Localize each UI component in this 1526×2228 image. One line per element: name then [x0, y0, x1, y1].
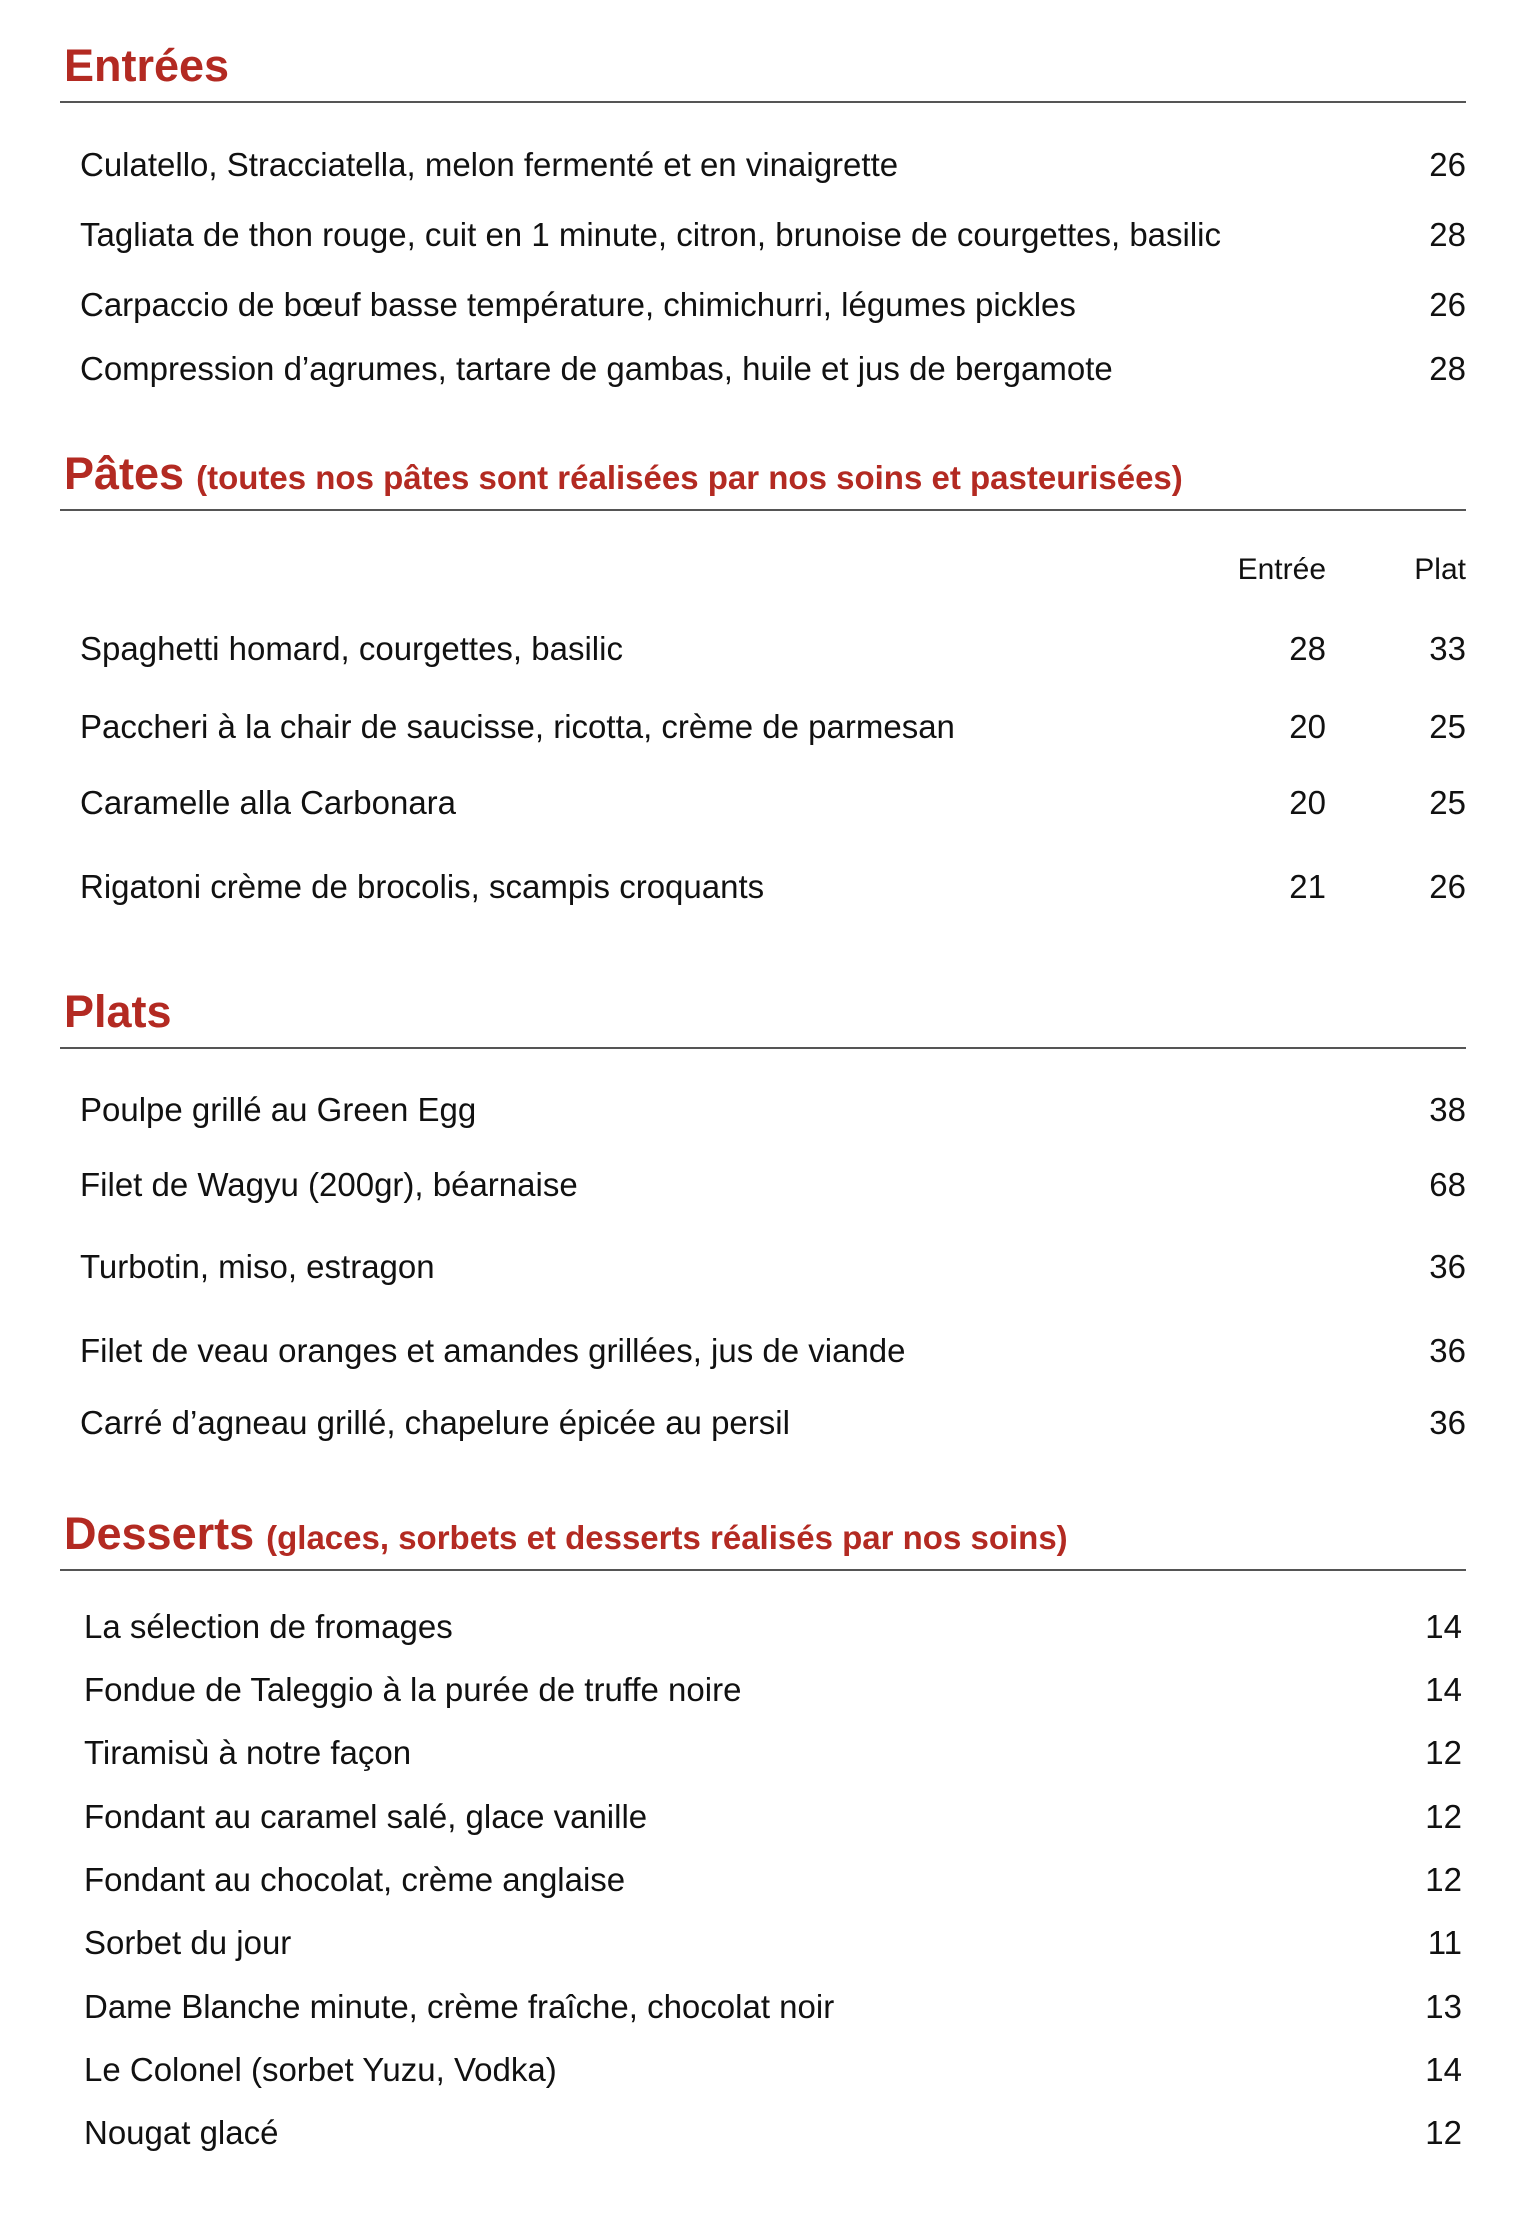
- item-name: Spaghetti homard, courgettes, basilic: [80, 630, 623, 667]
- divider: [60, 1569, 1466, 1571]
- pates-subtitle: (toutes nos pâtes sont réalisées par nos soins et pasteurisées): [196, 459, 1183, 496]
- item-name: Tiramisù à notre façon: [84, 1734, 412, 1771]
- desserts-subtitle: (glaces, sorbets et desserts réalisés par nos soins): [266, 1519, 1068, 1556]
- item-price: 12: [1425, 1734, 1462, 1771]
- item-name: Filet de veau oranges et amandes grillées, jus de viande: [80, 1332, 906, 1369]
- divider: [60, 1047, 1466, 1049]
- item-price-plat: 26: [1429, 868, 1466, 905]
- item-name: Nougat glacé: [84, 2114, 279, 2151]
- item-price: 28: [1429, 350, 1466, 387]
- item-price: 36: [1429, 1332, 1466, 1369]
- divider: [60, 101, 1466, 103]
- item-price-plat: 25: [1429, 708, 1466, 745]
- item-price-entree: 20: [1289, 708, 1326, 745]
- item-name: Caramelle alla Carbonara: [80, 784, 457, 821]
- item-price: 38: [1429, 1091, 1466, 1128]
- item-name: Paccheri à la chair de saucisse, ricotta, crème de parmesan: [80, 708, 955, 745]
- item-price: 14: [1425, 1671, 1462, 1708]
- item-price: 14: [1425, 2051, 1462, 2088]
- pates-title: Pâtes: [64, 448, 185, 499]
- item-price: 12: [1425, 1798, 1462, 1835]
- column-header-plat: Plat: [1414, 553, 1466, 586]
- item-price: 68: [1429, 1166, 1466, 1203]
- item-price: 14: [1425, 1608, 1462, 1645]
- section-title-desserts: [64, 1508, 1068, 1560]
- entrees-title: Entrées: [64, 40, 230, 91]
- item-name: Filet de Wagyu (200gr), béarnaise: [80, 1166, 578, 1203]
- item-name: Compression d’agrumes, tartare de gambas, huile et jus de bergamote: [80, 350, 1113, 387]
- item-name: Carpaccio de bœuf basse température, chimichurri, légumes pickles: [80, 286, 1076, 323]
- item-name: Sorbet du jour: [84, 1924, 292, 1961]
- item-name: Tagliata de thon rouge, cuit en 1 minute, citron, brunoise de courgettes, basilic: [80, 216, 1222, 253]
- item-price: 11: [1427, 1924, 1462, 1961]
- item-price: 26: [1429, 146, 1466, 183]
- item-name: Poulpe grillé au Green Egg: [80, 1091, 477, 1128]
- item-price: 26: [1429, 286, 1466, 323]
- item-name: Rigatoni crème de brocolis, scampis croquants: [80, 868, 765, 905]
- item-price: 13: [1425, 1988, 1462, 2025]
- item-price: 12: [1425, 1861, 1462, 1898]
- item-price: 36: [1429, 1248, 1466, 1285]
- item-price-plat: 33: [1429, 630, 1466, 667]
- item-name: La sélection de fromages: [84, 1608, 453, 1645]
- item-price: 36: [1429, 1404, 1466, 1441]
- item-name: Le Colonel (sorbet Yuzu, Vodka): [84, 2051, 557, 2088]
- item-name: Fondue de Taleggio à la purée de truffe noire: [84, 1671, 742, 1708]
- column-header-entree: Entrée: [1237, 553, 1326, 586]
- item-price-entree: 20: [1289, 784, 1326, 821]
- section-title-entrees: [64, 40, 229, 92]
- item-price: 28: [1429, 216, 1466, 253]
- item-name: Fondant au chocolat, crème anglaise: [84, 1861, 626, 1898]
- item-price-entree: 21: [1289, 868, 1326, 905]
- item-name: Culatello, Stracciatella, melon fermenté et en vinaigrette: [80, 146, 899, 183]
- divider: [60, 509, 1466, 511]
- item-price: 12: [1425, 2114, 1462, 2151]
- desserts-title: Desserts: [64, 1508, 255, 1559]
- item-name: Fondant au caramel salé, glace vanille: [84, 1798, 648, 1835]
- item-price-plat: 25: [1429, 784, 1466, 821]
- item-price-entree: 28: [1289, 630, 1326, 667]
- plats-title: Plats: [64, 986, 172, 1037]
- item-name: Turbotin, miso, estragon: [80, 1248, 435, 1285]
- section-title-plats: [64, 986, 172, 1038]
- item-name: Carré d’agneau grillé, chapelure épicée au persil: [80, 1404, 790, 1441]
- section-title-pates: [64, 448, 1183, 500]
- item-name: Dame Blanche minute, crème fraîche, chocolat noir: [84, 1988, 835, 2025]
